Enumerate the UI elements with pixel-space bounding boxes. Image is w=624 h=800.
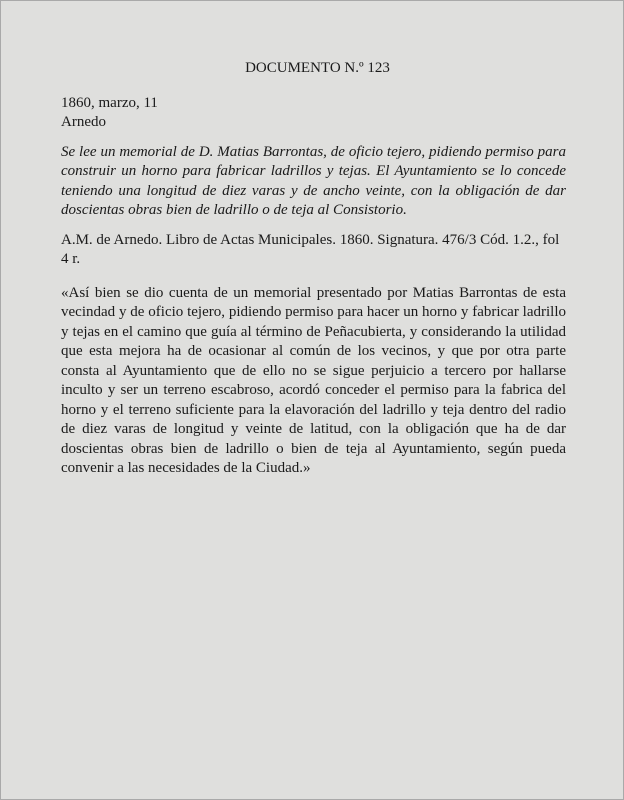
document-transcription: «Así bien se dio cuenta de un memorial presentado por Matias Barrontas de esta vecindad y de oficio tejero, pidiendo permiso para hacer un horno y fabricar ladrillo y tejas en el camino que guía al término de Peñacubierta, y considerando la utilidad que esta mejora ha de ocasionar al común de los vecinos, y que por otra parte consta al Ayuntamiento que de ello no se sigue perjuicio a tercero por hallarse inculto y ser un terreno escabroso, acordó conceder el permiso para la fabrica del horno y el terreno suficiente para la elavoración del ladrillo y teja dentro del radio de diez varas de longitud y veinte de latitud, con la obligación que ha de dar doscientas obras bien de ladrillo o bien de teja al Ayuntamiento, según pueda convenir a las necesidades de la Ciudad.»	[61, 284, 566, 476]
document-content	[61, 59, 566, 479]
archive-citation: A.M. de Arnedo. Libro de Actas Municipales. 1860. Signatura. 476/3 Cód. 1.2., fol 4 r.	[61, 231, 560, 267]
document-title: DOCUMENTO N.º 123	[245, 60, 390, 76]
document-date: 1860, marzo, 11	[61, 94, 158, 111]
document-summary: Se lee un memorial de D. Matias Barrontas, de oficio tejero, pidiendo permiso para construir un horno para fabricar ladrillos y tejas. El Ayuntamiento se lo concede teniendo una longitud de diez varas y de ancho veinte, con la obligación de dar doscientas obras bien de ladrillo o de teja al Consistorio.	[61, 143, 566, 218]
document-place: Arnedo	[61, 114, 106, 130]
